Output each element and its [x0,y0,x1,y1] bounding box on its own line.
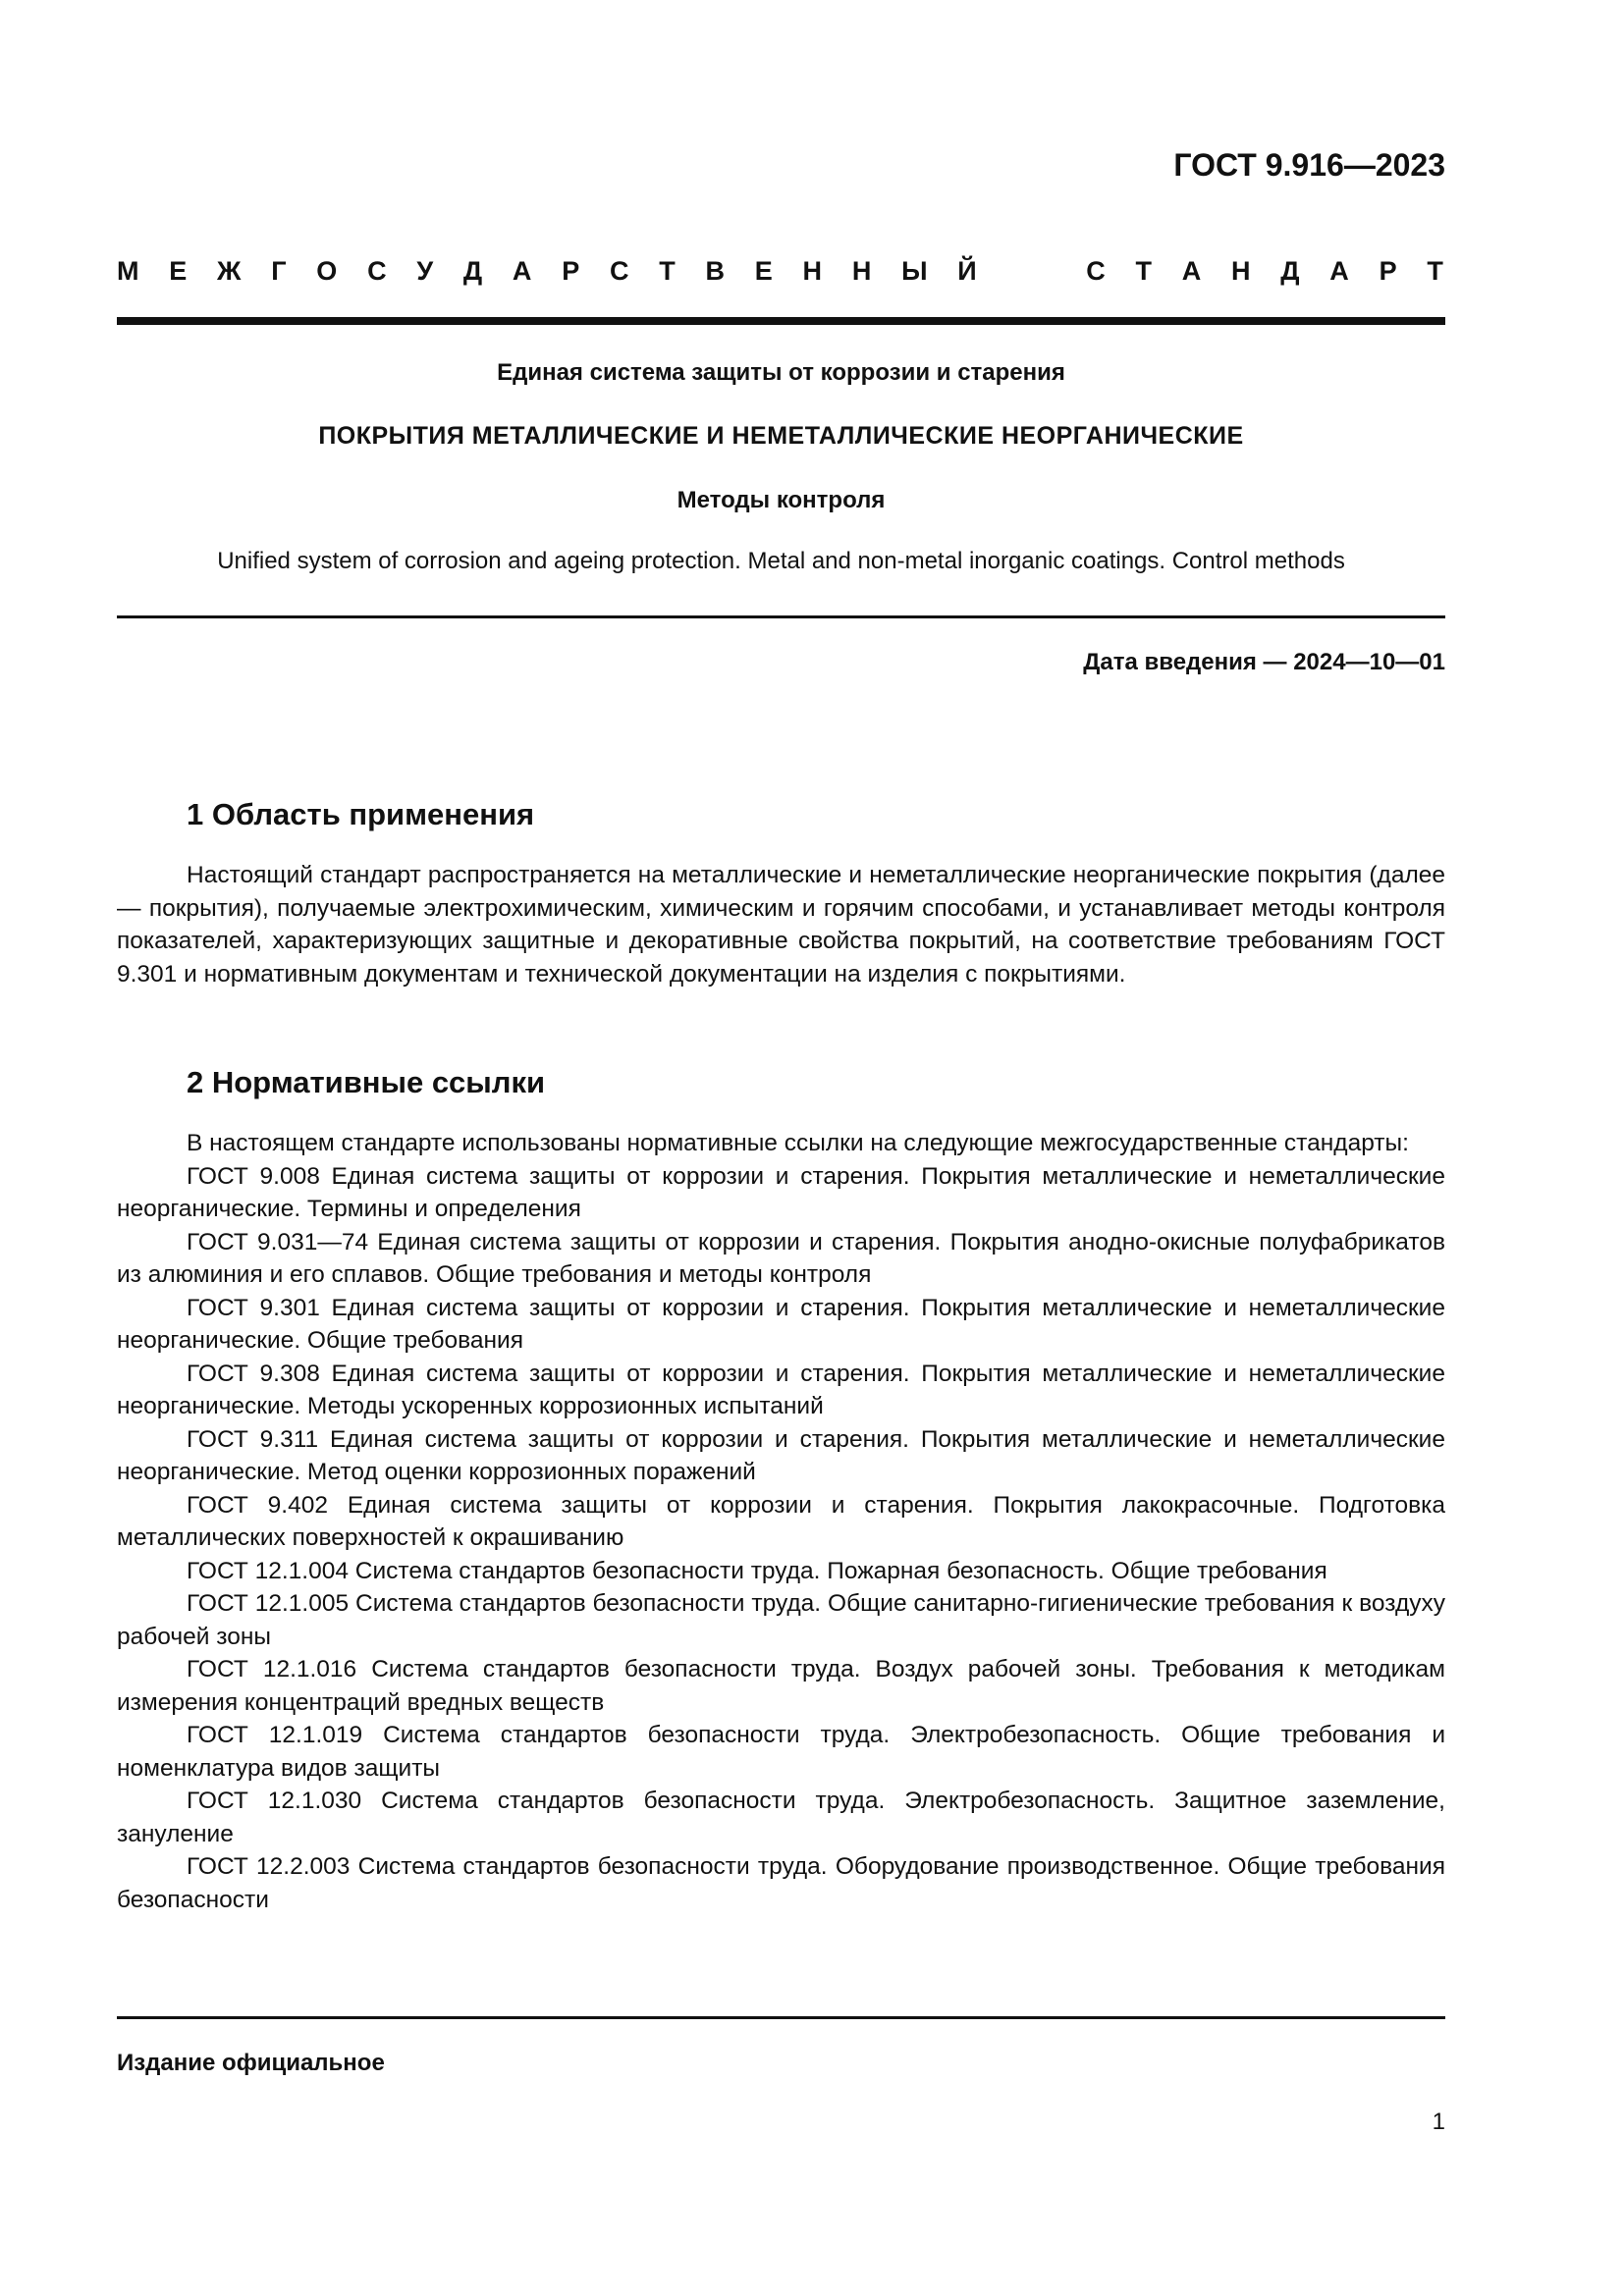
system-title: Единая система защиты от коррозии и старения [497,359,1065,386]
standard-type-letter: А [512,256,532,286]
standard-type-letter: Р [1379,256,1397,286]
title-block-rule [117,615,1445,618]
page-number: 1 [1432,2109,1445,2135]
standard-type-heading [117,256,1443,287]
reference-item: ГОСТ 12.1.005 Система стандартов безопасности труда. Общие санитарно-гигиенические требования к воздуху рабочей зоны [117,1590,1445,1650]
standard-type-letter: Н [802,256,823,286]
footer-rule [117,2016,1445,2019]
reference-item: ГОСТ 9.311 Единая система защиты от коррозии и старения. Покрытия металлические и неметаллические неорганические. Метод оценки коррозионных поражений [117,1425,1445,1485]
reference-item: ГОСТ 9.301 Единая система защиты от коррозии и старения. Покрытия металлические и неметаллические неорганические. Общие требования [117,1294,1445,1354]
standard-type-letter: Й [957,256,977,286]
standard-type-letter: Н [1231,256,1251,286]
standard-type-letter: С [609,256,629,286]
section-references-body [117,1127,1445,1916]
standard-type-letter: Ж [217,256,242,286]
reference-item: ГОСТ 9.402 Единая система защиты от коррозии и старения. Покрытия лакокрасочные. Подготовка металлических поверхностей к окрашиванию [117,1491,1445,1551]
standard-type-letter: Д [1280,256,1300,286]
standard-type-letter: О [316,256,338,286]
standard-type-letter: А [1181,256,1202,286]
standard-type-letter: Д [462,256,483,286]
document-number: ГОСТ 9.916—2023 [1173,147,1445,183]
reference-item: ГОСТ 12.1.019 Система стандартов безопасности труда. Электробезопасность. Общие требования и номенклатура видов защиты [117,1722,1445,1782]
standard-type-letter: Г [271,256,287,286]
reference-item: ГОСТ 12.1.004 Система стандартов безопасности труда. Пожарная безопасность. Общие требования [187,1557,1327,1584]
references-intro: В настоящем стандарте использованы нормативные ссылки на следующие межгосударственные стандарты: [187,1130,1409,1156]
reference-item: ГОСТ 9.008 Единая система защиты от коррозии и старения. Покрытия металлические и неметаллические неорганические. Термины и определения [117,1162,1445,1222]
standard-type-letter: Ы [901,256,928,286]
section-scope-body [117,859,1445,990]
standard-type-letter: Р [562,256,580,286]
reference-item: ГОСТ 12.2.003 Система стандартов безопасности труда. Оборудование производственное. Общие требования безопасности [117,1853,1445,1913]
section-heading-references: 2 Нормативные ссылки [187,1065,546,1099]
standard-type-letter: Т [659,256,676,286]
standard-type-letter: С [1086,256,1106,286]
standard-type-letter: Е [169,256,188,286]
standard-type-letter: Т [1135,256,1152,286]
standard-type-letter: Т [1427,256,1443,286]
standard-type-letter: А [1329,256,1349,286]
official-edition-label: Издание официальное [117,2050,385,2076]
effective-date: Дата введения — 2024—10—01 [1083,649,1445,675]
standard-type-letter: В [705,256,725,286]
english-title: Unified system of corrosion and ageing protection. Metal and non-metal inorganic coatings. Control methods [217,548,1345,574]
scope-paragraph: Настоящий стандарт распространяется на металлические и неметаллические неорганические покрытия (далее — покрытия), получаемые электрохимическим, химическим и горячим способами, и устанавливает методы контроля показателей, характеризующих защитные и декоративные свойства покрытий, на соответствие требованиям ГОСТ 9.301 и нормативным документам и технической документации на изделия с покрытиями. [117,862,1445,988]
main-title: ПОКРЫТИЯ МЕТАЛЛИЧЕСКИЕ И НЕМЕТАЛЛИЧЕСКИЕ НЕОРГАНИЧЕСКИЕ [318,422,1244,450]
reference-item: ГОСТ 9.031—74 Единая система защиты от коррозии и старения. Покрытия анодно-окисные полуфабрикатов из алюминия и его сплавов. Общие требования и методы контроля [117,1228,1445,1288]
reference-item: ГОСТ 12.1.030 Система стандартов безопасности труда. Электробезопасность. Защитное заземление, зануление [117,1788,1445,1847]
section-heading-scope: 1 Область применения [187,797,535,831]
reference-list [117,1160,1445,1917]
word-gap [1006,256,1056,287]
header-rule [117,317,1445,325]
standard-type-letter: Н [851,256,872,286]
standard-type-letter: У [416,256,434,286]
standard-type-letter: С [367,256,387,286]
reference-item: ГОСТ 12.1.016 Система стандартов безопасности труда. Воздух рабочей зоны. Требования к методикам измерения концентраций вредных веществ [117,1656,1445,1716]
standard-type-letter: М [117,256,139,286]
standard-type-letter: Е [754,256,773,286]
subtitle: Методы контроля [677,487,886,513]
reference-item: ГОСТ 9.308 Единая система защиты от коррозии и старения. Покрытия металлические и неметаллические неорганические. Методы ускоренных коррозионных испытаний [117,1360,1445,1419]
